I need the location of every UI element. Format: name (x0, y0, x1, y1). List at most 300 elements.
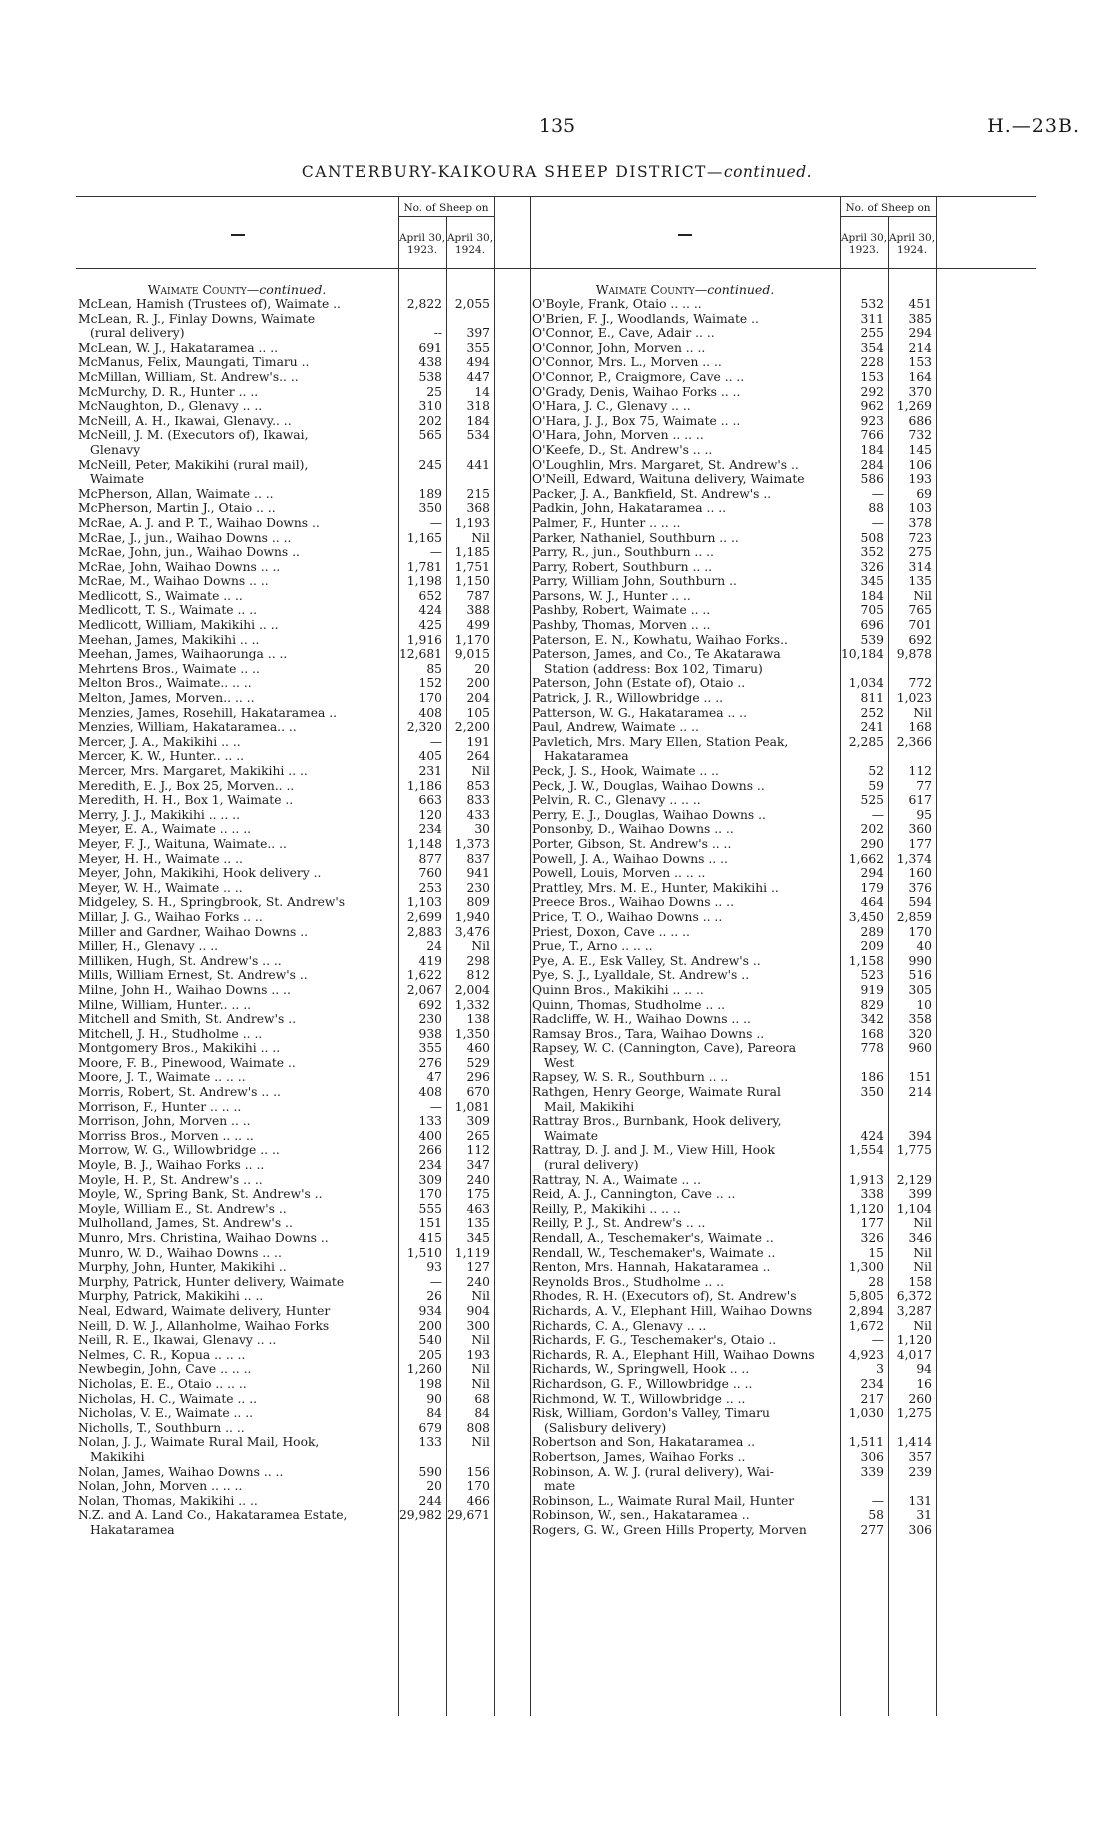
sheep-1923: — (429, 1274, 442, 1289)
sheep-1924: 1,775 (896, 1143, 932, 1158)
sheep-1924: 158 (908, 1274, 932, 1289)
holder-name: Parsons, W. J., Hunter .. .. (532, 588, 691, 603)
right-block-end (936, 196, 937, 1716)
sheep-1924: 69 (916, 486, 932, 501)
sheep-1924: 441 (466, 457, 490, 472)
holder-name: Neal, Edward, Waimate delivery, Hunter (78, 1303, 331, 1318)
table-row (78, 1333, 494, 1348)
sheep-1923: 93 (426, 1260, 442, 1275)
sheep-1923: 186 (860, 1070, 884, 1085)
table-row (78, 779, 494, 794)
holder-name: Moore, J. T., Waimate .. .. .. (78, 1070, 246, 1085)
table-row (532, 1027, 936, 1042)
holder-name: O'Hara, J. J., Box 75, Waimate .. .. (532, 413, 741, 428)
sheep-1924: 692 (908, 632, 932, 647)
sheep-1923: 310 (418, 399, 442, 414)
sheep-1923: 415 (418, 1231, 442, 1245)
holder-name: Reid, A. J., Cannington, Cave .. .. (532, 1187, 736, 1202)
holder-name: O'Neill, Edward, Waituna delivery, Waimate (532, 472, 805, 487)
sheep-1924: 451 (908, 297, 932, 311)
holder-name: Robertson, James, Waihao Forks .. (532, 1449, 746, 1464)
table-row (532, 603, 936, 618)
sheep-1924: 772 (908, 676, 932, 691)
sheep-1924: Nil (471, 530, 490, 545)
header-label: April 30, (398, 232, 446, 244)
holder-name: O'Connor, John, Morven .. .. (532, 340, 706, 355)
sheep-1923: -- (433, 326, 442, 341)
holder-name: Rendall, W., Teschemaker's, Waimate .. (532, 1245, 776, 1260)
sheep-1924: 1,275 (896, 1406, 932, 1421)
table-row (532, 589, 936, 604)
holder-name: Reilly, P. J., St. Andrew's .. .. (532, 1216, 706, 1231)
sheep-1924: 853 (466, 778, 490, 793)
table-row (532, 1260, 936, 1275)
holder-name: Morrison, John, Morven .. .. (78, 1114, 251, 1129)
sheep-1924: 463 (466, 1201, 490, 1216)
sheep-1924: 833 (466, 793, 490, 808)
table-row (78, 1348, 494, 1363)
sheep-1924: 275 (908, 545, 932, 560)
table-row (532, 1406, 936, 1435)
sheep-1923: 177 (860, 1216, 884, 1231)
table-row (532, 472, 936, 487)
sheep-1924: 433 (466, 807, 490, 822)
holder-name: McMillan, William, St. Andrew's.. .. (78, 369, 299, 384)
sheep-1923: 691 (418, 340, 442, 355)
sheep-1923: 938 (418, 1026, 442, 1041)
table-row (78, 633, 494, 648)
holder-name: Meyer, John, Makikihi, Hook delivery .. (78, 866, 322, 881)
sheep-1923: 962 (860, 399, 884, 414)
sheep-1924: 787 (466, 588, 490, 603)
table-row (532, 676, 936, 691)
table-row (78, 1508, 494, 1537)
holder-name: Palmer, F., Hunter .. .. .. (532, 515, 681, 530)
table-row (532, 516, 936, 531)
header-label: 1923. (406, 244, 438, 256)
holder-name: Reynolds Bros., Studholme .. .. (532, 1274, 724, 1289)
holder-name: Neill, D. W. J., Allanholme, Waihao Forks (78, 1318, 330, 1333)
sheep-1924: 990 (908, 953, 932, 968)
sheep-1923: 202 (860, 822, 884, 837)
sheep-1923: 1,913 (848, 1172, 884, 1187)
holder-name: Renton, Mrs. Hannah, Hakataramea .. (532, 1260, 771, 1275)
sheep-1924: 170 (466, 1479, 490, 1494)
table-row (78, 1406, 494, 1421)
sheep-1923: 1,030 (848, 1406, 884, 1421)
sheep-1924: 193 (908, 472, 932, 487)
sheep-1924: Nil (913, 1260, 932, 1275)
holder-name: McNeill, A. H., Ikawai, Glenavy.. .. (78, 413, 292, 428)
table-row (78, 501, 494, 516)
sheep-1923: 184 (860, 588, 884, 603)
holder-name: Ramsay Bros., Tara, Waihao Downs .. (532, 1026, 765, 1041)
table-row (532, 647, 936, 676)
sheep-1923: 189 (418, 486, 442, 501)
holder-name: Parry, Robert, Southburn .. .. (532, 559, 713, 574)
table-row (78, 939, 494, 954)
holder-name: Nolan, Thomas, Makikihi .. .. (78, 1493, 258, 1508)
holder-name: Rendall, A., Teschemaker's, Waimate .. (532, 1231, 774, 1245)
holder-name: Paul, Andrew, Waimate .. .. (532, 720, 699, 735)
sheep-1924: 14 (474, 384, 490, 399)
holder-name: Melton, James, Morven.. .. .. (78, 691, 255, 706)
sheep-1923: 152 (418, 676, 442, 691)
table-row (532, 633, 936, 648)
table-row (78, 603, 494, 618)
sheep-1924: 29,671 (446, 1508, 490, 1523)
table-row (532, 881, 936, 896)
sheep-1923: 424 (418, 603, 442, 618)
sheep-1923: 692 (418, 997, 442, 1012)
sheep-1923: 679 (418, 1420, 442, 1435)
sheep-1923: 2,320 (406, 720, 442, 735)
subheading-county: Waimate County (595, 282, 695, 297)
sheep-1923: 1,158 (848, 953, 884, 968)
sheep-1923: 532 (860, 297, 884, 311)
sheep-1923: 170 (418, 691, 442, 706)
holder-name: Richards, C. A., Glenavy .. .. (532, 1318, 707, 1333)
table-row (532, 1508, 936, 1523)
holder-name: Meyer, E. A., Waimate .. .. .. (78, 822, 252, 837)
table-row (532, 1348, 936, 1363)
sheep-1923: 586 (860, 472, 884, 487)
table-row (78, 793, 494, 808)
table-row (532, 1289, 936, 1304)
sheep-1923: 1,622 (406, 968, 442, 983)
holder-name: Meyer, F. J., Waituna, Waimate.. .. (78, 836, 287, 851)
holder-name: McManus, Felix, Maungati, Timaru .. (78, 355, 310, 370)
sheep-1923: 408 (418, 705, 442, 720)
table-row (532, 764, 936, 779)
sheep-1923: 202 (418, 413, 442, 428)
right-header-1923 (840, 232, 888, 256)
sheep-1923: 1,300 (848, 1260, 884, 1275)
sheep-1923: 523 (860, 968, 884, 983)
header-label: April 30, (446, 232, 494, 244)
table-row (78, 574, 494, 589)
sheep-1924: 347 (466, 1158, 490, 1173)
right-header-group: No. of Sheep on (845, 202, 931, 214)
sheep-1923: 2,699 (406, 909, 442, 924)
holder-name: McLean, Hamish (Trustees of), Waimate .. (78, 297, 341, 311)
sheep-1923: 168 (860, 1026, 884, 1041)
table-row (532, 399, 936, 414)
sheep-1923: 354 (860, 340, 884, 355)
sheep-1923: 2,894 (848, 1303, 884, 1318)
holder-name-continued: Glenavy (90, 442, 141, 457)
sheep-1923: 766 (860, 428, 884, 443)
holder-name: Price, T. O., Waihao Downs .. .. (532, 909, 723, 924)
sheep-1924: 204 (466, 691, 490, 706)
sheep-1924: 1,940 (454, 909, 490, 924)
holder-name: Ponsonby, D., Waihao Downs .. .. (532, 822, 734, 837)
sheep-1924: 6,372 (896, 1289, 932, 1304)
sheep-1923: 209 (860, 939, 884, 954)
table-row (78, 1479, 494, 1494)
table-row (78, 1362, 494, 1377)
sheep-1923: 277 (860, 1522, 884, 1537)
sheep-1924: 1,119 (454, 1245, 490, 1260)
sheep-1923: 342 (860, 1012, 884, 1027)
sheep-1923: 408 (418, 1085, 442, 1100)
holder-name: Prattley, Mrs. M. E., Hunter, Makikihi .. (532, 880, 779, 895)
sheep-1923: 934 (418, 1303, 442, 1318)
sheep-1923: — (871, 807, 884, 822)
sheep-1924: Nil (913, 1245, 932, 1260)
table-row (532, 1216, 936, 1231)
holder-name: Pelvin, R. C., Glenavy .. .. .. (532, 793, 701, 808)
holder-name: Quinn, Thomas, Studholme .. .. (532, 997, 726, 1012)
sheep-1923: 778 (860, 1041, 884, 1056)
sheep-1923: 2,067 (406, 982, 442, 997)
sheep-1924: 265 (466, 1128, 490, 1143)
sheep-1924: Nil (913, 1318, 932, 1333)
sheep-1924: 191 (466, 734, 490, 749)
sheep-1924: 1,350 (454, 1026, 490, 1041)
table-row (532, 998, 936, 1013)
sheep-1924: Nil (913, 705, 932, 720)
holder-name: Nicholas, V. E., Waimate .. .. (78, 1406, 254, 1421)
sheep-1924: 156 (466, 1464, 490, 1479)
sheep-1924: 95 (916, 807, 932, 822)
holder-name: Pye, S. J., Lyalldale, St. Andrew's .. (532, 968, 750, 983)
holder-name: Richards, A. V., Elephant Hill, Waihao Downs (532, 1303, 813, 1318)
table-row (532, 954, 936, 969)
table-row (532, 1362, 936, 1377)
table-row (532, 837, 936, 852)
sheep-1924: 10 (916, 997, 932, 1012)
holder-name: McRae, John, Waihao Downs .. .. (78, 559, 281, 574)
holder-name: N.Z. and A. Land Co., Hakataramea Estate, (78, 1508, 348, 1523)
sheep-1924: Nil (471, 1333, 490, 1348)
sheep-1924: 360 (908, 822, 932, 837)
sheep-1924: Nil (471, 939, 490, 954)
right-rows (532, 297, 936, 1537)
holder-name-continued: (rural delivery) (90, 326, 185, 341)
holder-name: Mills, William Ernest, St. Andrew's .. (78, 968, 308, 983)
sheep-1923: 289 (860, 924, 884, 939)
holder-name: McRae, John, jun., Waihao Downs .. (78, 545, 300, 560)
holder-name: Mulholland, James, St. Andrew's .. (78, 1216, 293, 1231)
sheep-1923: 200 (418, 1318, 442, 1333)
header-label: April 30, (888, 232, 936, 244)
holder-name: Meredith, E. J., Box 25, Morven.. .. (78, 778, 295, 793)
sheep-1924: Nil (471, 1435, 490, 1450)
sheep-1923: 10,184 (840, 647, 884, 662)
table-row (78, 1392, 494, 1407)
sheep-1924: 20 (474, 661, 490, 676)
table-row (532, 1114, 936, 1143)
holder-name: Moore, F. B., Pinewood, Waimate .. (78, 1055, 296, 1070)
header-bottom-rule (76, 268, 1036, 269)
holder-name: O'Connor, Mrs. L., Morven .. .. (532, 355, 722, 370)
holder-name: Morrow, W. G., Willowbridge .. .. (78, 1143, 280, 1158)
table-row (532, 1275, 936, 1290)
sheep-1923: 508 (860, 530, 884, 545)
holder-name: McRae, A. J. and P. T., Waihao Downs .. (78, 515, 320, 530)
sheep-1923: 438 (418, 355, 442, 370)
holder-name: Morriss Bros., Morven .. .. .. (78, 1128, 254, 1143)
holder-name: McNaughton, D., Glenavy .. .. (78, 399, 263, 414)
sheep-1924: 808 (466, 1420, 490, 1435)
sheep-1923: 230 (418, 1012, 442, 1027)
sheep-1924: 175 (466, 1187, 490, 1202)
sheep-1924: 723 (908, 530, 932, 545)
sheep-1924: 164 (908, 369, 932, 384)
holder-name: Menzies, James, Rosehill, Hakataramea .. (78, 705, 338, 720)
holder-name: Milliken, Hugh, St. Andrew's .. .. (78, 953, 282, 968)
holder-name-continued: Waimate (544, 1128, 599, 1143)
holder-name: Powell, J. A., Waihao Downs .. .. (532, 851, 728, 866)
sheep-1924: 160 (908, 866, 932, 881)
sheep-1923: — (429, 734, 442, 749)
sheep-1923: 555 (418, 1201, 442, 1216)
sheep-1923: 1,781 (406, 559, 442, 574)
holder-name: Perry, E. J., Douglas, Waihao Downs .. (532, 807, 766, 822)
holder-name-continued: Waimate (90, 472, 145, 487)
sheep-1924: 184 (466, 413, 490, 428)
holder-name: Medlicott, T. S., Waimate .. .. (78, 603, 258, 618)
table-row (78, 1289, 494, 1304)
table-row (532, 370, 936, 385)
table-row (78, 297, 494, 312)
sheep-1924: 3,476 (454, 924, 490, 939)
table-row (532, 487, 936, 502)
table-row (78, 1246, 494, 1261)
sheep-1923: 3 (876, 1362, 884, 1377)
table-row (532, 866, 936, 881)
page-number: 135 (538, 115, 576, 137)
table-row (78, 1275, 494, 1290)
sheep-1924: 594 (908, 895, 932, 910)
table-row (78, 998, 494, 1013)
sheep-1924: 2,859 (896, 909, 932, 924)
sheep-1924: 494 (466, 355, 490, 370)
sheep-1923: 28 (868, 1274, 884, 1289)
sheep-1923: 26 (426, 1289, 442, 1304)
holder-name: Mehrtens Bros., Waimate .. .. (78, 661, 260, 676)
header-label: 1924. (454, 244, 486, 256)
sheep-1924: 135 (466, 1216, 490, 1231)
sheep-1924: 112 (466, 1143, 490, 1158)
table-row (78, 735, 494, 750)
sheep-1924: 215 (466, 486, 490, 501)
table-row (532, 385, 936, 400)
sheep-1923: 1,510 (406, 1245, 442, 1260)
sheep-1923: 1,662 (848, 851, 884, 866)
table-row (532, 793, 936, 808)
sheep-1924: 2,129 (896, 1172, 932, 1187)
table-row (532, 735, 936, 764)
sheep-1924: 837 (466, 851, 490, 866)
sheep-1924: 499 (466, 618, 490, 633)
holder-name-continued: West (544, 1055, 575, 1070)
sheep-1923: — (429, 545, 442, 560)
sheep-1924: 240 (466, 1172, 490, 1187)
sheep-1923: 352 (860, 545, 884, 560)
holder-name: Munro, Mrs. Christina, Waihao Downs .. (78, 1231, 329, 1245)
holder-name: Medlicott, William, Makikihi .. .. (78, 618, 279, 633)
table-row (532, 355, 936, 370)
sheep-1924: 1,023 (896, 691, 932, 706)
sheep-1924: 960 (908, 1041, 932, 1056)
holder-name: Millar, J. G., Waihao Forks .. .. (78, 909, 263, 924)
table-row (532, 939, 936, 954)
sheep-1923: 234 (418, 822, 442, 837)
sheep-1924: 1,081 (454, 1099, 490, 1114)
holder-name: Rathgen, Henry George, Waimate Rural (532, 1085, 781, 1100)
sheep-1923: 234 (860, 1376, 884, 1391)
sheep-1924: 670 (466, 1085, 490, 1100)
table-row (78, 720, 494, 735)
table-row (78, 822, 494, 837)
table-row (78, 589, 494, 604)
sheep-1923: 705 (860, 603, 884, 618)
holder-name: McRae, M., Waihao Downs .. .. (78, 574, 269, 589)
holder-name: O'Boyle, Frank, Otaio .. .. .. (532, 297, 702, 311)
sheep-1924: 145 (908, 442, 932, 457)
sheep-1924: 318 (466, 399, 490, 414)
holder-name: Rattray, N. A., Waimate .. .. (532, 1172, 701, 1187)
sheep-1923: 228 (860, 355, 884, 370)
table-row (78, 341, 494, 356)
table-row (532, 1143, 936, 1172)
sheep-1923: 205 (418, 1347, 442, 1362)
table-row (78, 1231, 494, 1246)
sheep-1924: 260 (908, 1391, 932, 1406)
holder-name: Pye, A. E., Esk Valley, St. Andrew's .. (532, 953, 761, 968)
holder-name: O'Keefe, D., St. Andrew's .. .. (532, 442, 713, 457)
table-row (78, 808, 494, 823)
header-label: 1923. (848, 244, 880, 256)
sheep-1924: 388 (466, 603, 490, 618)
table-row (532, 501, 936, 516)
table-row (532, 1465, 936, 1494)
table-row (78, 1435, 494, 1464)
sheep-1923: 1,034 (848, 676, 884, 691)
sheep-1923: 24 (426, 939, 442, 954)
left-header-1923 (398, 232, 446, 256)
sheep-1924: 320 (908, 1026, 932, 1041)
holder-name: Powell, Louis, Morven .. .. .. (532, 866, 706, 881)
holder-name-continued: mate (544, 1479, 576, 1494)
table-row (78, 1100, 494, 1115)
table-row (532, 1085, 936, 1114)
table-row (78, 1187, 494, 1202)
holder-name: Moyle, H. P., St. Andrew's .. .. (78, 1172, 263, 1187)
holder-name: Prue, T., Arno .. .. .. (532, 939, 653, 954)
holder-name: Midgeley, S. H., Springbrook, St. Andrew's (78, 895, 346, 910)
sheep-1924: 1,332 (454, 997, 490, 1012)
holder-name: O'Connor, E., Cave, Adair .. .. (532, 326, 715, 341)
sheep-1924: 214 (908, 1085, 932, 1100)
holder-name-continued: Hakataramea (90, 1522, 175, 1537)
table-row (532, 1041, 936, 1070)
table-row (78, 1056, 494, 1071)
sheep-1924: 309 (466, 1114, 490, 1129)
sheep-1923: 133 (418, 1114, 442, 1129)
sheep-1923: 1,165 (406, 530, 442, 545)
holder-name: Rapsey, W. S. R., Southburn .. .. (532, 1070, 729, 1085)
holder-name: Quinn Bros., Makikihi .. .. .. (532, 982, 704, 997)
table-row (532, 531, 936, 546)
sheep-1924: 941 (466, 866, 490, 881)
sheep-1924: 765 (908, 603, 932, 618)
sheep-1924: 1,193 (454, 515, 490, 530)
table-row (532, 720, 936, 735)
sheep-1924: 466 (466, 1493, 490, 1508)
